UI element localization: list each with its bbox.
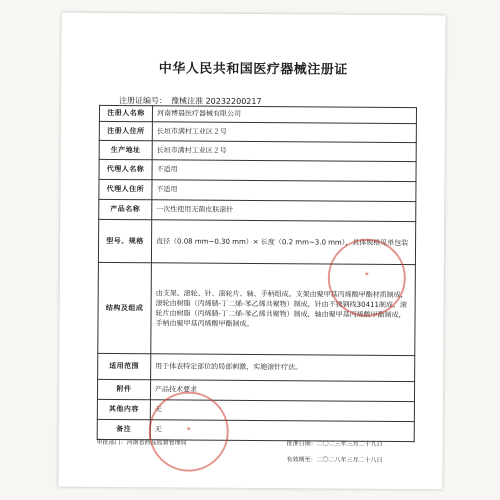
field-label: 产品名称 [99,199,152,219]
table-row [97,379,414,401]
table-row [99,179,416,201]
field-value: 长垣市满村工业区２号 [152,141,416,162]
field-value: 一次性使用无菌皮肤滚针 [152,200,416,222]
field-value: 直径（0.08 mm~0.30 mm）× 长度（0.2 mm~3.0 mm），具体规格见单包装 [151,220,415,265]
authority-label: 审批部门： [96,438,127,447]
field-value: 不适用 [152,160,416,182]
field-value: 无 [150,400,414,422]
field-value: 无 [150,420,414,442]
field-label: 适用范围 [98,353,151,379]
table-row [97,399,414,421]
authority-name: 河南省药品监督管理局 [126,439,187,447]
certificate-sheet [58,13,445,490]
field-label: 生产地址 [99,140,152,159]
field-value: 不适用 [152,180,416,202]
field-label: 其他内容 [97,399,150,419]
field-value: 由支架、滚轮、针、滚轮片、轴、手柄组成。支架由聚甲基丙烯酸甲酯材质制成，滚轮由树脂（丙烯腈-丁二烯-苯乙烯共聚物）制成，针由不锈钢线30411制成，滚轮片由树脂（丙烯腈-丁二烯-苯乙烯共聚物）制成，轴由聚甲基丙烯酸甲酯制成，手柄由聚甲基丙烯酸甲酯制成。 [151,263,416,356]
valid-date: 二〇二八年三月二十八日 [316,456,383,464]
field-value: 用于体表特定部位的局部刺激，实施滚针疗法。 [151,354,415,382]
approval-date-line [287,438,383,448]
field-label: 结构及组成 [98,262,152,353]
table-row [98,353,415,381]
table-row [99,140,416,161]
field-label: 附件 [97,379,150,399]
authority-seal-star-icon: ★ [186,425,192,433]
valid-label: 有效期至： [286,456,317,464]
field-label: 代理人住所 [99,179,152,199]
field-label: 注册人名称 [99,105,152,121]
table-row [99,199,416,221]
field-label: 型号、规格 [98,219,151,262]
approval-label: 批准日期： [286,440,317,448]
approval-date: 二〇二三年三月二十九日 [316,440,383,448]
registration-label: 注册证编号： [119,96,168,106]
valid-until-line [287,454,383,464]
field-label: 代理人名称 [99,159,152,179]
company-seal-star-icon: ★ [364,270,370,278]
registration-number: 豫械注准 20232200217 [171,96,262,107]
document-title: 中华人民共和国医疗器械注册证 [158,61,348,78]
field-label: 备注 [97,419,150,439]
field-value: 河南博晨医疗器械有限公司 [152,106,416,124]
company-seal [328,239,407,318]
field-label: 注册人住所 [99,121,152,140]
field-value: 长垣市满村工业区２号 [152,122,416,143]
table-row [99,159,416,181]
authority-seal [148,391,229,472]
table-row [99,121,416,142]
field-value: 产品技术要求 [150,380,414,402]
